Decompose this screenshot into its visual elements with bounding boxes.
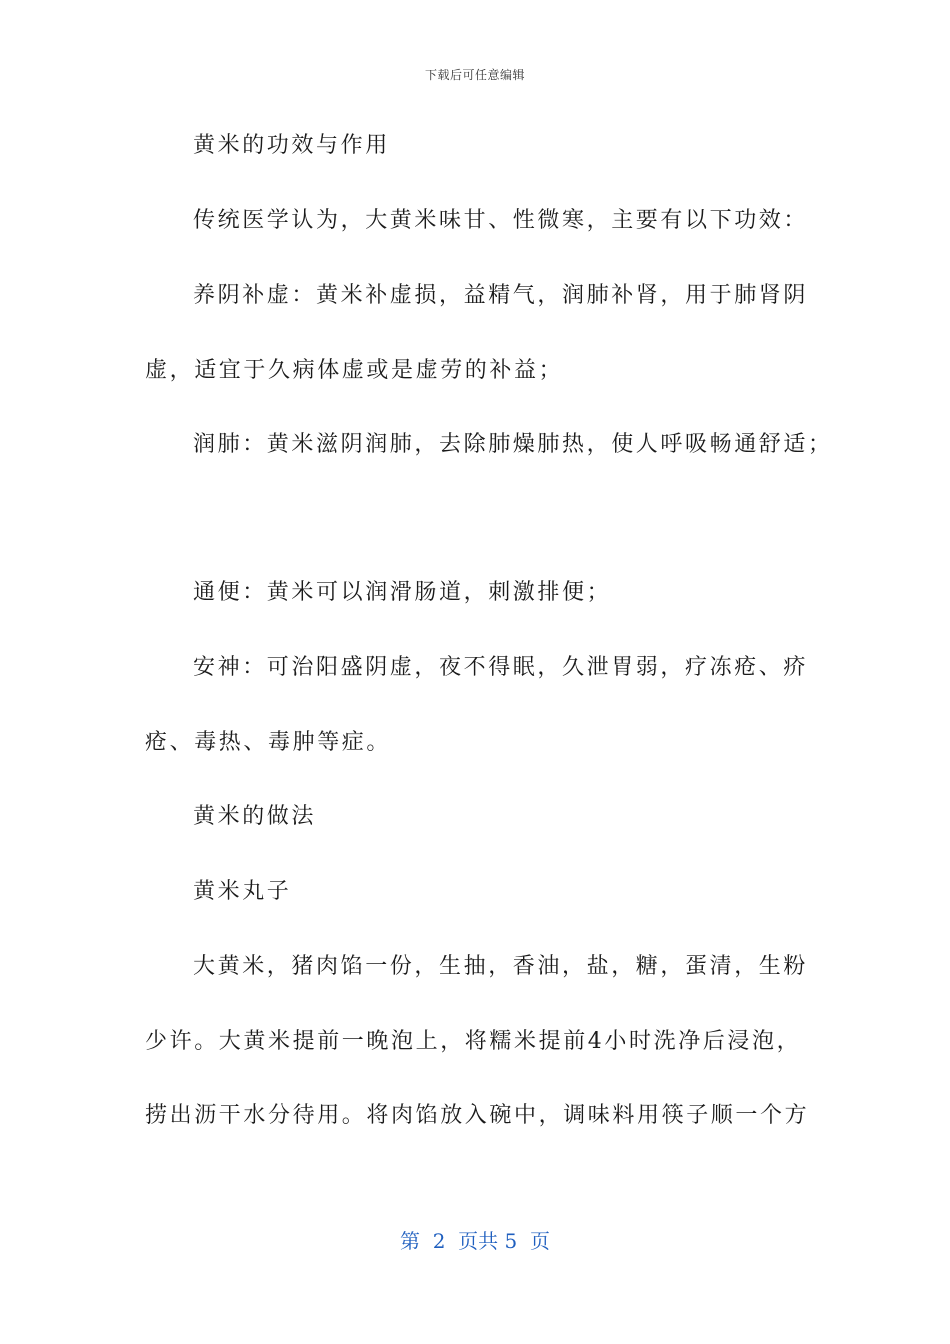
paragraph-line: 大黄米，猪肉馅一份，生抽，香油，盐，糖，蛋清，生粉 [193,954,809,979]
paragraph-line: 疮、毒热、毒肿等症。 [145,730,392,755]
paragraph-line: 通便：黄米可以润滑肠道，刺激排便； [193,580,612,605]
section-heading-recipes: 黄米的做法 [193,804,317,829]
page-number-footer: 第 2 页共 5 页 [400,1229,550,1253]
paragraph-line: 虚，适宜于久病体虚或是虚劳的补益； [145,358,564,383]
paragraph-line: 润肺：黄米滋阴润肺，去除肺燥肺热，使人呼吸畅通舒适； [193,432,833,457]
recipe-title: 黄米丸子 [193,879,292,904]
paragraph-line: 安神：可治阳盛阴虚，夜不得眠，久泄胃弱，疗冻疮、疥 [193,655,809,680]
paragraph-line: 捞出沥干水分待用。将肉馅放入碗中，调味料用筷子顺一个方 [145,1103,810,1128]
paragraph-line: 传统医学认为，大黄米味甘、性微寒，主要有以下功效： [193,208,809,233]
paragraph-line: 养阴补虚：黄米补虚损，益精气，润肺补肾，用于肺肾阴 [193,283,809,308]
section-heading-benefits: 黄米的功效与作用 [193,133,390,158]
page-header: 下载后可任意编辑 [424,68,525,82]
paragraph-line: 少许。大黄米提前一晚泡上，将糯米提前4小时洗净后浸泡， [145,1029,802,1054]
